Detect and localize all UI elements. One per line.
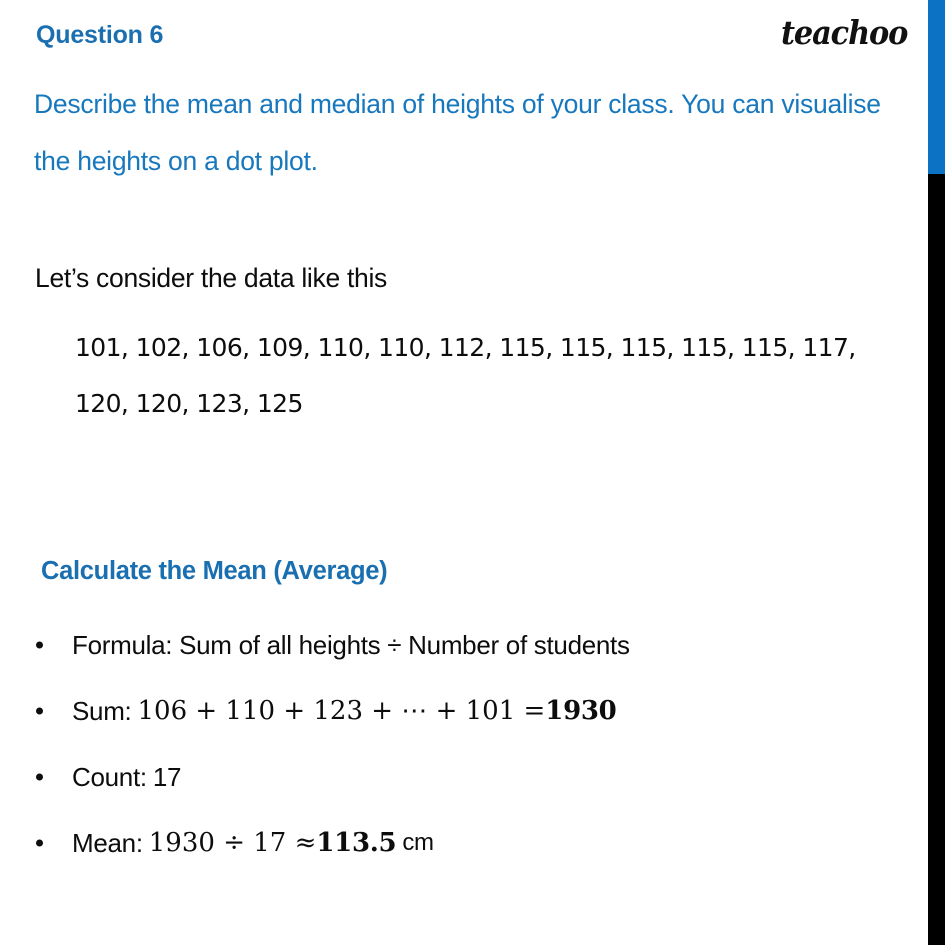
question-statement: Describe the mean and median of heights of your class. You can visualise the heights on a dot plot. [34, 89, 881, 176]
right-edge-dark-bar [928, 174, 945, 945]
question-title: Question 6 [36, 21, 164, 49]
bullet-sum-label: Sum: [72, 695, 132, 726]
bullet-mean-label: Mean: [72, 827, 143, 858]
teachoo-logo: teachoo [780, 13, 907, 52]
lead-text: Let’s consider the data like this [35, 263, 387, 293]
bullet-item-sum [36, 678, 916, 744]
bullet-dot-icon [36, 642, 43, 649]
section-heading-mean: Calculate the Mean (Average) [41, 557, 388, 585]
bullet-item-mean [36, 810, 916, 876]
data-values-list: 101, 102, 106, 109, 110, 110, 112, 115, 115, 115, 115, 115, 117, 120, 120, 123, 125 [75, 333, 856, 418]
bullet-mean-result: 113.5 [316, 828, 397, 858]
bullet-dot-icon [36, 774, 43, 781]
bullet-sum-result: 1930 [545, 696, 617, 726]
bullet-formula-label: Formula: Sum of all heights ÷ Number of students [72, 629, 630, 660]
right-edge-blue-bar [928, 0, 945, 174]
bullet-item-formula [36, 612, 916, 678]
bullet-count-label: Count: [72, 761, 147, 792]
bullet-item-count [36, 744, 916, 810]
bullet-dot-icon [36, 840, 43, 847]
bullet-sum-expression: 106 + 110 + 123 + ⋯ + 101 = [137, 696, 546, 726]
bullet-count-value: 17 [152, 761, 182, 792]
bullet-dot-icon [36, 708, 43, 715]
bullet-mean-expression: 1930 ÷ 17 ≈ [148, 828, 317, 858]
bullet-mean-unit: cm [402, 829, 434, 856]
bullet-list [36, 612, 916, 876]
